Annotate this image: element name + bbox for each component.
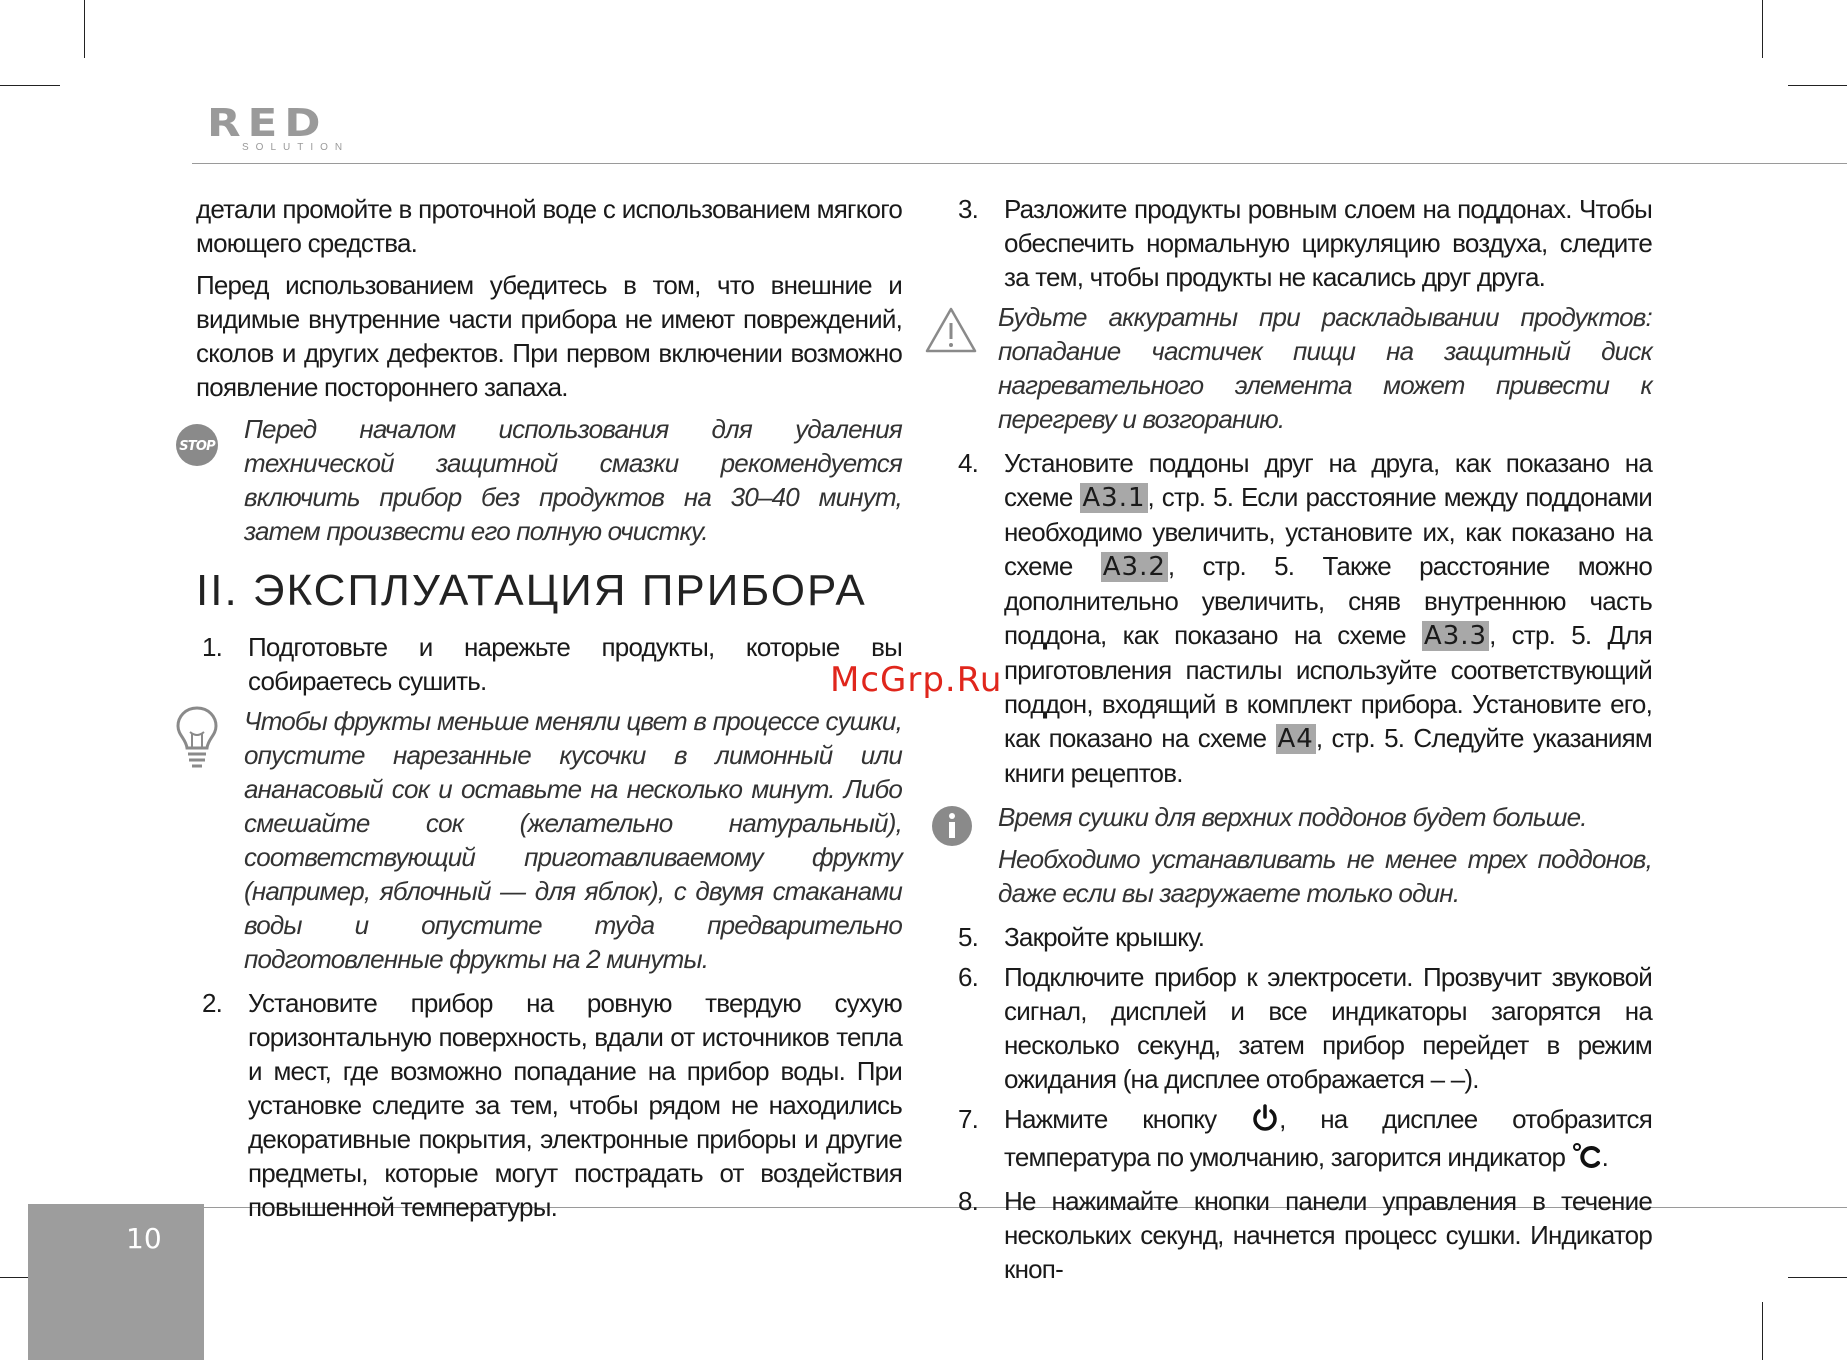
list-item-text: Нажмите кнопку	[1004, 1104, 1252, 1134]
list-item-text: , стр. 5. Также расстояние можно дополнительно увеличить, сняв внутреннюю часть поддона, как показано на схеме	[1004, 551, 1652, 650]
list-item-text: Не нажимайте кнопки панели управления в течение нескольких секунд, начнется процесс сушки. Индикатор кноп-	[1004, 1186, 1652, 1284]
list-item-text: , стр. 5. Следуйте указаниям книги рецептов.	[1004, 723, 1653, 788]
list-item	[952, 446, 1652, 790]
page-number: 10	[126, 1222, 162, 1255]
warning-note-text: Будьте аккуратны при раскладывании продуктов: попадание частичек пищи на защитный диск нагревательного элемента может привести к перегреву и возгоранию.	[998, 302, 1652, 434]
list-item	[952, 960, 1652, 1096]
section-title: II. ЭКСПЛУАТАЦИЯ ПРИБОРА	[196, 566, 867, 615]
crop-mark	[1762, 1302, 1763, 1360]
figure-reference: A3.2	[1102, 552, 1166, 582]
crop-mark	[0, 85, 60, 86]
list-item-number: 3.	[958, 194, 979, 224]
list-item-text: Установите поддоны друг на друга, как показано на схеме	[1004, 448, 1652, 512]
list-item	[952, 920, 1652, 954]
list-item-number: 1.	[202, 632, 223, 662]
list-item	[196, 630, 902, 698]
info-note-text: Время сушки для верхних поддонов будет больше.	[998, 802, 1587, 832]
watermark: McGrp.Ru	[830, 660, 1003, 700]
warning-icon	[924, 306, 978, 362]
list-item-text: Разложите продукты ровным слоем на поддонах. Чтобы обеспечить нормальную циркуляцию воздуха, следите за тем, чтобы продукты не касались друг друга.	[1004, 194, 1652, 292]
list-item-number: 6.	[958, 962, 979, 992]
page-number-box	[28, 1204, 204, 1360]
tip-note-text: Чтобы фрукты меньше меняли цвет в процессе сушки, опустите нарезанные кусочки в лимонный или ананасовый сок и оставьте на несколько минут. Либо смешайте сок (желательно натуральный), соответствующий приготавливаемому фрукту (например, яблочный — для яблок), с двумя стаканами воды и опустите туда предварительно подготовленные фрукты на 2 минуты.	[244, 706, 902, 974]
list-item-text: , стр. 5. Если расстояние между поддонами необходимо увеличить, установите их, как показано на схеме	[1004, 482, 1652, 581]
info-note-text: Необходимо устанавливать не менее трех поддонов, даже если вы загружаете только один.	[998, 844, 1652, 908]
list-item-number: 2.	[202, 988, 223, 1018]
stop-icon-label: STOP	[179, 439, 215, 454]
brand-logo-sub: SOLUTION	[242, 142, 350, 153]
list-item	[196, 986, 902, 1224]
list-item-text: Закройте крышку.	[1004, 922, 1205, 952]
crop-mark	[1762, 0, 1763, 58]
list-item-number: 5.	[958, 922, 979, 952]
tip-note	[196, 704, 902, 976]
info-note	[952, 800, 1652, 910]
list-item-text: , на дисплее отобразится температура по умолчанию, загорится индикатор	[1004, 1104, 1652, 1172]
header-rule	[192, 163, 1847, 164]
crop-mark	[1788, 1277, 1847, 1278]
brand-logo	[207, 101, 359, 154]
stop-note	[179, 412, 902, 548]
paragraph: детали промойте в проточной воде с использованием мягкого моющего средства.	[196, 194, 902, 258]
list-item	[952, 1102, 1652, 1178]
list-item-number: 7.	[958, 1104, 979, 1134]
list-item-text: .	[1601, 1142, 1609, 1172]
lightbulb-icon	[174, 704, 220, 778]
paragraph: Перед использованием убедитесь в том, что внешние и видимые внутренние части прибора не имеют повреждений, сколов и других дефектов. При первом включении возможно появление постороннего запаха.	[196, 270, 902, 402]
right-column	[952, 192, 1652, 1292]
figure-reference: A3.3	[1423, 621, 1488, 651]
figure-reference: A4	[1277, 724, 1314, 754]
list-item-text: , стр. 5. Для приготовления пастилы используйте соответствующий поддон, входящий в комплект прибора. Установите его, как показано на схеме	[1004, 620, 1652, 753]
warning-note	[952, 300, 1652, 436]
brand-logo-word: RED	[207, 101, 328, 145]
list-item	[952, 192, 1652, 294]
crop-mark	[1788, 85, 1847, 86]
list-item	[952, 1184, 1652, 1286]
left-column	[179, 192, 902, 1230]
power-icon	[1251, 1104, 1279, 1140]
stop-note-text: Перед началом использования для удаления технической защитной смазки рекомендуется включить прибор без продуктов на 30–40 минут, затем произвести его полную очистку.	[244, 414, 902, 546]
crop-mark	[84, 0, 85, 58]
info-icon	[930, 804, 974, 856]
list-item-number: 4.	[958, 448, 979, 478]
list-item-text: Установите прибор на ровную твердую сухую горизонтальную поверхность, вдали от источников тепла и мест, где возможно попадание на прибор воды. При установке следите за тем, чтобы рядом не находились декоративные покрытия, электронные приборы и другие предметы, которые могут пострадать от воздействия повышенной температуры.	[248, 988, 902, 1222]
celsius-icon	[1572, 1142, 1602, 1178]
list-item-text: Подключите прибор к электросети. Прозвучит звуковой сигнал, дисплей и все индикаторы загорятся на несколько секунд, затем прибор перейдет в режим ожидания (на дисплее отображается – –).	[1004, 962, 1652, 1094]
list-item-number: 8.	[958, 1186, 979, 1216]
figure-reference: A3.1	[1082, 483, 1146, 513]
stop-icon	[174, 422, 220, 476]
list-item-text: Подготовьте и нарежьте продукты, которые вы собираетесь сушить.	[248, 632, 902, 696]
